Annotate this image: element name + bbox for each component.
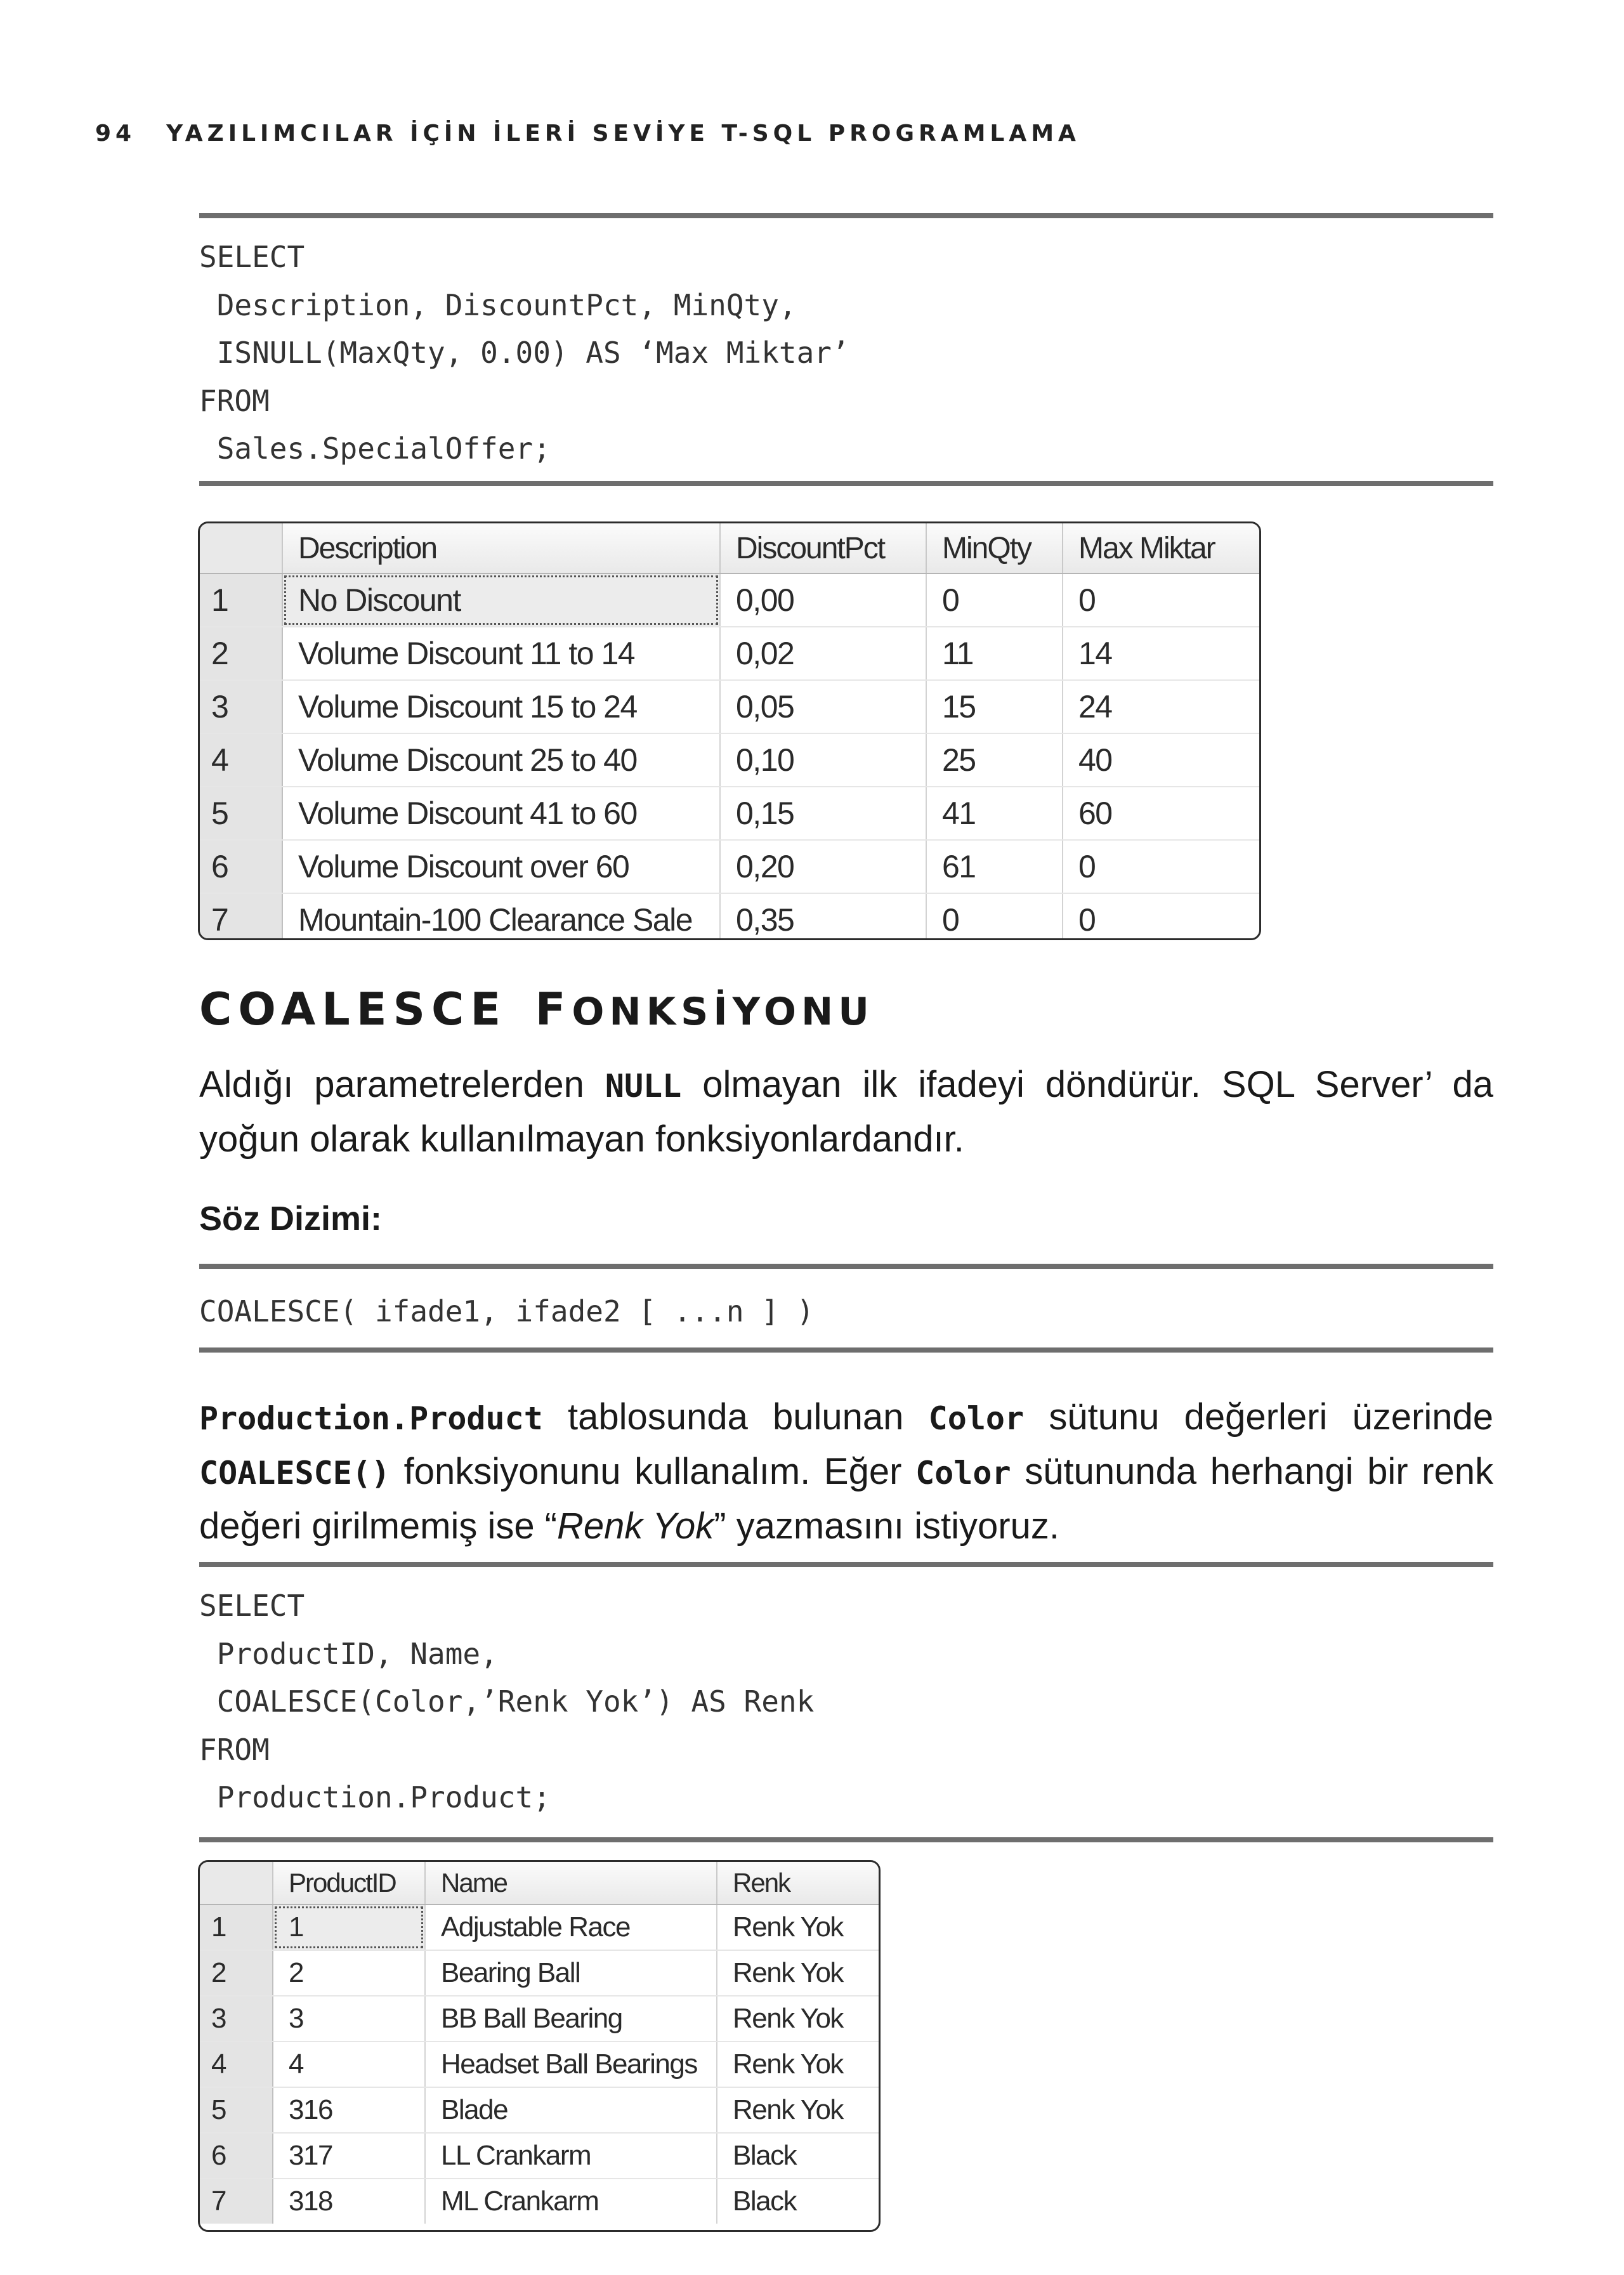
table-cell[interactable]: 0,05 — [720, 680, 926, 733]
table-cell[interactable]: LL Crankarm — [425, 2133, 717, 2179]
inline-code: Production.Product — [199, 1400, 543, 1437]
column-header[interactable]: Max Miktar — [1063, 523, 1259, 574]
table-cell[interactable]: 3 — [273, 1996, 425, 2042]
grid-header-row — [200, 1862, 879, 1905]
table-cell[interactable]: 0 — [1063, 840, 1259, 893]
section-heading — [199, 983, 874, 1035]
inline-code: NULL — [605, 1068, 682, 1105]
table-cell[interactable]: 2 — [273, 1950, 425, 1996]
syntax-rule-top — [199, 1264, 1493, 1269]
row-number: 3 — [200, 1996, 273, 2042]
table-cell[interactable]: 0,15 — [720, 787, 926, 840]
syntax-rule-bottom — [199, 1347, 1493, 1353]
row-number-header — [200, 1862, 273, 1905]
table-row — [200, 574, 1259, 627]
inline-code: Color — [928, 1400, 1025, 1437]
grid-header-row — [200, 523, 1259, 574]
table-cell[interactable]: BB Ball Bearing — [425, 1996, 717, 2042]
table-cell[interactable]: 317 — [273, 2133, 425, 2179]
table-cell[interactable]: 40 — [1063, 733, 1259, 787]
inline-code: COALESCE() — [199, 1455, 391, 1492]
description-text: sütununda herhangi bir renk değeri girilmemiş ise “ — [199, 1451, 1493, 1547]
table-cell[interactable]: 0 — [1078, 902, 1096, 938]
description-text: tablosunda bulunan — [542, 1396, 929, 1438]
table-row — [200, 2133, 879, 2179]
table-cell[interactable]: Black — [717, 2133, 879, 2179]
description-text: fonksiyonunu kullanalım. Eğer — [390, 1451, 916, 1492]
table-row — [200, 2087, 879, 2133]
table-cell[interactable]: 0,20 — [720, 840, 926, 893]
column-header[interactable]: Description — [282, 523, 720, 574]
results-grid-specialoffer — [198, 521, 1261, 940]
inline-code: Color — [915, 1455, 1011, 1492]
intro-text: olmayan ilk ifadeyi döndürür. SQL Server’ da yoğun olarak kullanılmayan fonksiyonlardandır. — [199, 1064, 1493, 1160]
table-cell[interactable]: Volume Discount 15 to 24 — [282, 680, 720, 733]
row-number: 7 — [200, 2179, 273, 2224]
table-cell[interactable]: 0 — [1063, 574, 1259, 627]
description-paragraph — [199, 1391, 1493, 1553]
table-cell[interactable]: 60 — [1063, 787, 1259, 840]
results-grid-product — [198, 1860, 881, 2232]
column-header[interactable]: DiscountPct — [720, 523, 926, 574]
column-header[interactable]: Renk — [717, 1862, 879, 1905]
row-number: 1 — [200, 1905, 273, 1950]
intro-text: Aldığı parametrelerden — [199, 1064, 605, 1105]
row-number: 5 — [200, 2087, 273, 2133]
table-cell[interactable]: 24 — [1063, 680, 1259, 733]
table-cell[interactable]: ML Crankarm — [425, 2179, 717, 2224]
table-cell[interactable]: 0 — [926, 893, 1063, 940]
table-cell[interactable]: Headset Ball Bearings — [425, 2042, 717, 2087]
table-cell[interactable]: 25 — [926, 733, 1063, 787]
row-number: 2 — [200, 1950, 273, 1996]
table-cell[interactable]: Renk Yok — [717, 1996, 879, 2042]
code2-rule-top — [199, 1562, 1493, 1567]
table-cell[interactable]: 11 — [926, 627, 1063, 680]
table-cell[interactable]: Volume Discount over 60 — [282, 840, 720, 893]
table-cell[interactable]: Adjustable Race — [425, 1905, 717, 1950]
row-number-header — [200, 523, 282, 574]
table-row — [200, 1905, 879, 1950]
row-number: 4 — [200, 2042, 273, 2087]
table-cell[interactable]: Renk Yok — [717, 2042, 879, 2087]
table-cell[interactable]: Renk Yok — [717, 1905, 879, 1950]
description-text: ” yazmasını istiyoruz. — [714, 1505, 1059, 1547]
code-rule-bottom — [199, 481, 1493, 486]
row-number: 5 — [200, 787, 282, 840]
code-block-isnull: SELECT Description, DiscountPct, MinQty, ISNULL(MaxQty, 0.00) AS ‘Max Miktar’ FROM Sales.SpecialOffer; — [199, 240, 849, 466]
table-cell[interactable]: 0,00 — [720, 574, 926, 627]
table-cell[interactable]: 0,10 — [720, 733, 926, 787]
table-cell[interactable]: Mountain-100 Clearance Sale — [282, 893, 720, 940]
table-cell[interactable]: 41 — [926, 787, 1063, 840]
table-cell[interactable]: Renk Yok — [717, 2087, 879, 2133]
table-cell[interactable]: 316 — [273, 2087, 425, 2133]
row-number: 1 — [200, 574, 282, 627]
table-cell[interactable]: Volume Discount 25 to 40 — [282, 733, 720, 787]
book-title: YAZILIMCILAR İÇİN İLERİ SEVİYE T-SQL PROGRAMLAMA — [166, 121, 1080, 147]
table-cell[interactable]: Blade — [425, 2087, 717, 2133]
italic-text: Renk Yok — [557, 1505, 714, 1547]
table-cell-selected[interactable]: No Discount — [282, 574, 720, 627]
row-number: 6 — [200, 840, 282, 893]
table-cell[interactable]: 15 — [926, 680, 1063, 733]
table-cell[interactable]: Volume Discount 41 to 60 — [282, 787, 720, 840]
table-cell[interactable]: 0,35 — [720, 893, 926, 940]
syntax-label: Söz Dizimi: — [199, 1200, 383, 1238]
table-row — [200, 893, 1259, 940]
heading-rest: ONKSİYONU — [572, 990, 874, 1034]
table-row — [200, 787, 1259, 840]
table-cell[interactable]: 61 — [926, 840, 1063, 893]
code-rule-top — [199, 213, 1493, 218]
table-row — [200, 1996, 879, 2042]
code2-rule-bottom — [199, 1837, 1493, 1842]
intro-paragraph — [199, 1058, 1493, 1166]
table-row — [200, 627, 1259, 680]
table-cell[interactable]: Black — [733, 2186, 797, 2217]
column-header[interactable]: Name — [425, 1862, 717, 1905]
heading-cap: F — [535, 983, 572, 1035]
row-number: 7 — [200, 893, 282, 940]
syntax-code: COALESCE( ifade1, ifade2 [ ...n ] ) — [199, 1294, 815, 1328]
table-row — [200, 2179, 879, 2224]
table-cell[interactable]: 0 — [926, 574, 1063, 627]
table-cell[interactable]: 318 — [273, 2179, 425, 2224]
table-row — [200, 733, 1259, 787]
table-cell[interactable]: 4 — [273, 2042, 425, 2087]
table-row — [200, 2042, 879, 2087]
table-cell[interactable]: Renk Yok — [717, 1950, 879, 1996]
running-header — [95, 121, 1080, 147]
table-cell[interactable]: 0,02 — [720, 627, 926, 680]
table-cell[interactable]: Bearing Ball — [425, 1950, 717, 1996]
page-number: 94 — [95, 121, 136, 147]
code-block-coalesce: SELECT ProductID, Name, COALESCE(Color,’Renk Yok’) AS Renk FROM Production.Product; — [199, 1589, 815, 1814]
column-header[interactable]: MinQty — [926, 523, 1063, 574]
row-number: 2 — [200, 627, 282, 680]
row-number: 4 — [200, 733, 282, 787]
table-row — [200, 840, 1259, 893]
description-text: sütunu değerleri üzerinde — [1024, 1396, 1493, 1438]
table-row — [200, 680, 1259, 733]
column-header[interactable]: ProductID — [273, 1862, 425, 1905]
heading-function-name: COALESCE — [199, 983, 508, 1035]
table-row — [200, 1950, 879, 1996]
table-cell-selected[interactable]: 1 — [273, 1905, 425, 1950]
row-number: 6 — [200, 2133, 273, 2179]
table-cell[interactable]: Volume Discount 11 to 14 — [282, 627, 720, 680]
table-cell[interactable]: 14 — [1063, 627, 1259, 680]
row-number: 3 — [200, 680, 282, 733]
